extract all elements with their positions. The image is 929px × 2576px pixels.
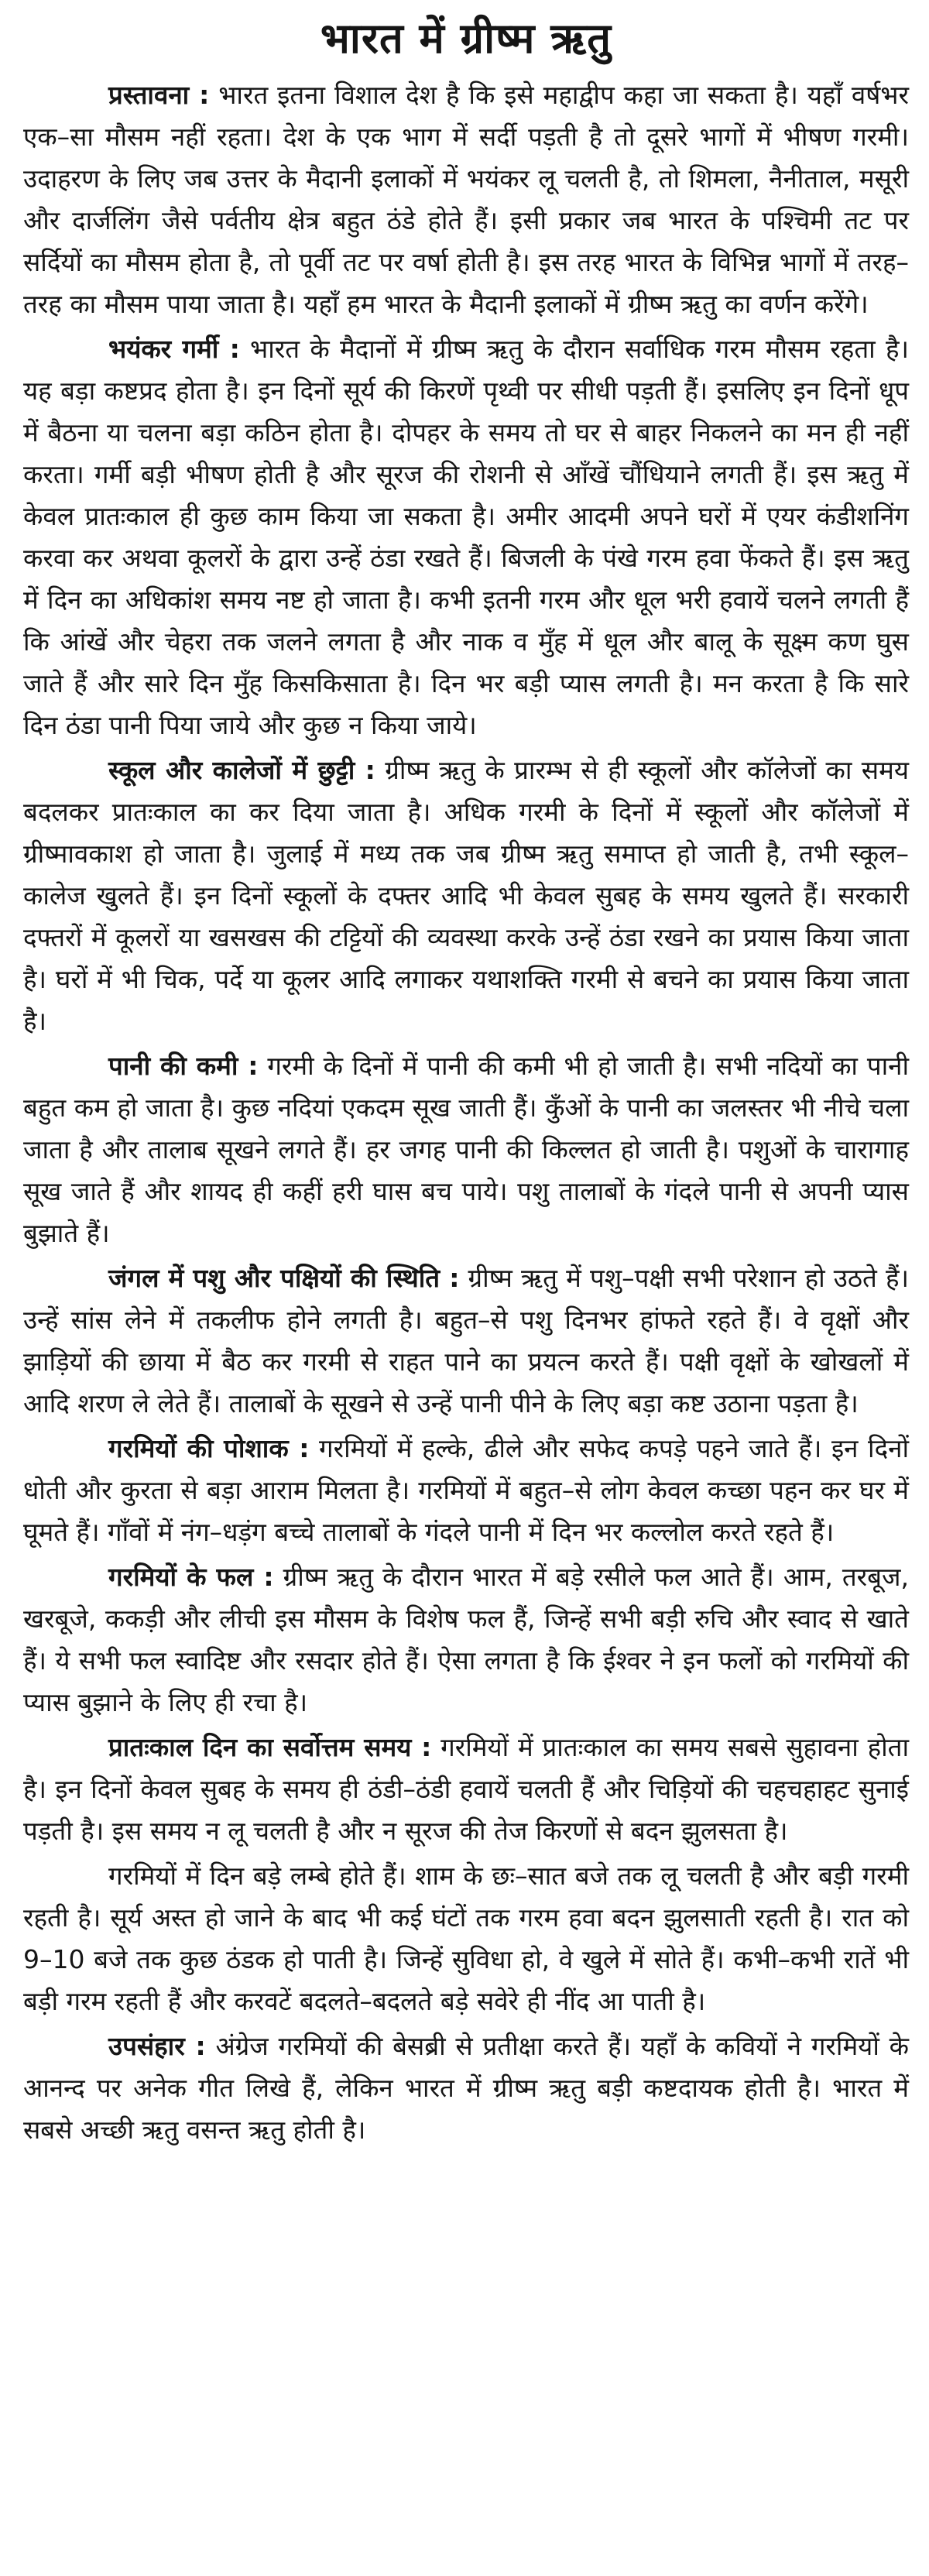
heading-conclusion: उपसंहार : (108, 2031, 206, 2061)
heading-severe-heat: भयंकर गर्मी : (108, 334, 240, 364)
text-severe-heat: भारत के मैदानों में ग्रीष्म ऋतु के दौरान सर्वाधिक गरम मौसम रहता है। यह बड़ा कष्टप्रद होता है। इन दिनों सूर्य की किरणें पृथ्वी पर सीधी पड़ती हैं। इसलिए इन दिनों धूप में बैठना या चलना बड़ा कठिन होता है। दोपहर के समय तो घर से बाहर निकलने का मन ही नहीं करता। गर्मी बड़ी भीषण होती है और सूरज की रोशनी से आँखें चौंधियाने लगती हैं। इस ऋतु में केवल प्रातःकाल ही कुछ काम किया जा सकता है। अमीर आदमी अपने घरों में एयर कंडीशनिंग करवा कर अथवा कूलरों के द्वारा उन्हें ठंडा रखते हैं। बिजली के पंखे गरम हवा फेंकते हैं। इस ऋतु में दिन का अधिकांश समय नष्ट हो जाता है। कभी इतनी गरम और धूल भरी हवायें चलने लगती हैं कि आंखें और चेहरा तक जलने लगता है और नाक व मुँह में धूल और बालू के सूक्ष्म कण घुस जाते हैं और सारे दिन मुँह किसकिसाता है। दिन भर बड़ी प्यास लगती है। मन करता है कि सारे दिन ठंडा पानी पिया जाये और कुछ न किया जाये। (23, 334, 909, 740)
paragraph-school-holidays (23, 749, 909, 1042)
paragraph-animals-birds (23, 1257, 909, 1425)
heading-summer-clothing: गरमियों की पोशाक : (108, 1433, 310, 1463)
text-morning-best-time: गरमियों में प्रातःकाल का समय सबसे सुहावना होता है। इन दिनों केवल सुबह के समय ही ठंडी–ठंडी हवायें चलती हैं और चिड़ियों की चहचहाहट सुनाई पड़ती है। इस समय न लू चलती है और न सूरज की तेज किरणों से बदन झुलसता है। (23, 1732, 909, 1846)
paragraph-severe-heat (23, 328, 909, 746)
text-school-holidays: ग्रीष्म ऋतु के प्रारम्भ से ही स्कूलों और कॉलेजों का समय बदलकर प्रातःकाल का कर दिया जाता है। अधिक गरमी के दिनों में स्कूलों और कॉलेजों में ग्रीष्मावकाश हो जाता है। जुलाई में मध्य तक जब ग्रीष्म ऋतु समाप्त हो जाती है, तभी स्कूल–कालेज खुलते हैं। इन दिनों स्कूलों के दफ्तर आदि भी केवल सुबह के समय खुलते हैं। सरकारी दफ्तरों में कूलरों या खसखस की टट्टियों की व्यवस्था करके उन्हें ठंडा रखने का प्रयास किया जाता है। घरों में भी चिक, पर्दे या कूलर आदि लगाकर यथाशक्ति गरमी से बचने का प्रयास किया जाता है। (23, 755, 909, 1036)
text-summer-fruits: ग्रीष्म ऋतु के दौरान भारत में बड़े रसीले फल आते हैं। आम, तरबूज, खरबूजे, ककड़ी और लीची इस मौसम के विशेष फल हैं, जिन्हें सभी बड़ी रुचि और स्वाद से खाते हैं। ये सभी फल स्वादिष्ट और रसदार होते हैं। ऐसा लगता है कि ईश्वर ने इन फलों को गरमियों की प्यास बुझाने के लिए ही रचा है। (23, 1562, 910, 1717)
paragraph-morning-best-time (23, 1727, 909, 1852)
paragraph-summer-fruits (23, 1556, 909, 1724)
heading-summer-fruits: गरमियों के फल : (108, 1562, 274, 1592)
paragraph-long-days (23, 1855, 909, 2022)
text-conclusion: अंग्रेज गरमियों की बेसब्री से प्रतीक्षा करते हैं। यहाँ के कवियों ने गरमियों के आनन्द पर अनेक गीत लिखे हैं, लेकिन भारत में ग्रीष्म ऋतु बड़ी कष्टदायक होती है। भारत में सबसे अच्छी ऋतु वसन्त ऋतु होती है। (23, 2031, 909, 2145)
paragraph-conclusion (23, 2025, 909, 2151)
heading-animals-birds: जंगल में पशु और पक्षियों की स्थिति : (108, 1263, 460, 1293)
paragraph-summer-clothing (23, 1428, 909, 1553)
text-summer-clothing: गरमियों में हल्के, ढीले और सफेद कपड़े पहने जाते हैं। इन दिनों धोती और कुरता से बड़ा आराम मिलता है। गरमियों में बहुत–से लोग केवल कच्छा पहन कर घर में घूमते हैं। गाँवों में नंग–धड़ंग बच्चे तालाबों के गंदले पानी में दिन भर कल्लोल करते रहते हैं। (23, 1433, 909, 1547)
paragraph-introduction (23, 74, 909, 325)
text-animals-birds: ग्रीष्म ऋतु में पशु–पक्षी सभी परेशान हो उठते हैं। उन्हें सांस लेने में तकलीफ होने लगती है। बहुत–से पशु दिनभर हांफते रहते हैं। वे वृक्षों और झाड़ियों की छाया में बैठ कर गरमी से राहत पाने का प्रयत्न करते हैं। पक्षी वृक्षों के खोखलों में आदि शरण ले लेते हैं। तालाबों के सूखने से उन्हें पानी पीने के लिए बड़ा कष्ट उठाना पड़ता है। (23, 1263, 910, 1418)
heading-introduction: प्रस्तावना : (108, 80, 210, 110)
essay-title: भारत में ग्रीष्म ऋतु (320, 14, 612, 63)
heading-water-shortage: पानी की कमी : (108, 1051, 259, 1081)
paragraph-water-shortage (23, 1045, 909, 1254)
heading-morning-best-time: प्रातःकाल दिन का सर्वोत्तम समय : (108, 1732, 432, 1762)
text-long-days: गरमियों में दिन बड़े लम्बे होते हैं। शाम के छः–सात बजे तक लू चलती है और बड़ी गरमी रहती है। सूर्य अस्त हो जाने के बाद भी कई घंटों तक गरम हवा बदन झुलसाती रहती है। रात को 9–10 बजे तक कुछ ठंडक हो पाती है। जिन्हें सुविधा हो, वे खुले में सोते हैं। कभी–कभी रातें भी बड़ी गरम रहती हैं और करवटें बदलते–बदलते बड़े सवेरे ही नींद आ पाती है। (23, 1861, 909, 2016)
heading-school-holidays: स्कूल और कालेजों में छुट्टी : (108, 755, 375, 785)
text-water-shortage: गरमी के दिनों में पानी की कमी भी हो जाती है। सभी नदियों का पानी बहुत कम हो जाता है। कुछ नदियां एकदम सूख जाती हैं। कुँओं के पानी का जलस्तर भी नीचे चला जाता है और तालाब सूखने लगते हैं। हर जगह पानी की किल्लत हो जाती है। पशुओं के चारागाह सूख जाते हैं और शायद ही कहीं हरी घास बच पाये। पशु तालाबों के गंदले पानी से अपनी प्यास बुझाते हैं। (23, 1051, 909, 1248)
text-introduction: भारत इतना विशाल देश है कि इसे महाद्वीप कहा जा सकता है। यहाँ वर्षभर एक–सा मौसम नहीं रहता। देश के एक भाग में सर्दी पड़ती है तो दूसरे भागों में भीषण गरमी। उदाहरण के लिए जब उत्तर के मैदानी इलाकों में भयंकर लू चलती है, तो शिमला, नैनीताल, मसूरी और दार्जलिंग जैसे पर्वतीय क्षेत्र बहुत ठंडे होते हैं। इसी प्रकार जब भारत के पश्चिमी तट पर सर्दियों का मौसम होता है, तो पूर्वी तट पर वर्षा होती है। इस तरह भारत के विभिन्न भागों में तरह–तरह का मौसम पाया जाता है। यहाँ हम भारत के मैदानी इलाकों में ग्रीष्म ऋतु का वर्णन करेंगे। (23, 80, 910, 319)
